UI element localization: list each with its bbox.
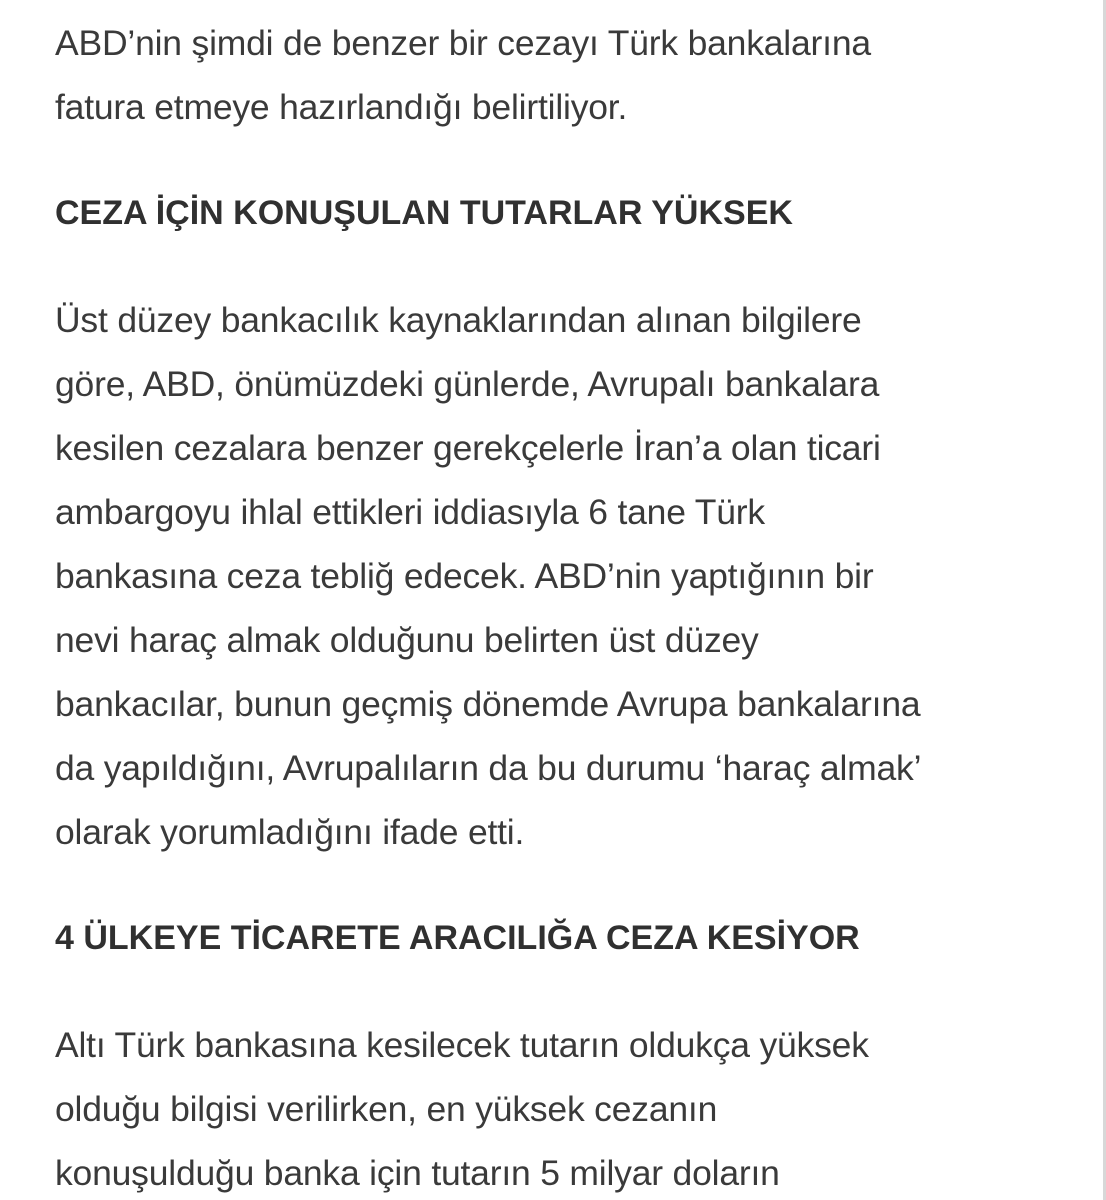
paragraph-line: ambargoyu ihlal ettikleri iddiasıyla 6 tane Türk bbox=[55, 492, 765, 532]
paragraph-line: göre, ABD, önümüzdeki günlerde, Avrupalı bankalara bbox=[55, 364, 880, 404]
paragraph-line: bankasına ceza tebliğ edecek. ABD’nin yaptığının bir bbox=[55, 556, 874, 596]
paragraph-line: olduğu bilgisi verilirken, en yüksek cezanın bbox=[55, 1089, 718, 1129]
section-heading: 4 ÜLKEYE TİCARETE ARACILIĞA CEZA KESİYOR bbox=[55, 919, 860, 957]
paragraph-line: nevi haraç almak olduğunu belirten üst düzey bbox=[55, 620, 759, 660]
paragraph-line: bankacılar, bunun geçmiş dönemde Avrupa bankalarına bbox=[55, 684, 921, 724]
paragraph-line: Üst düzey bankacılık kaynaklarından alınan bilgilere bbox=[55, 300, 862, 340]
intro-line: ABD’nin şimdi de benzer bir cezayı Türk bankalarına bbox=[55, 23, 871, 63]
section-heading: CEZA İÇİN KONUŞULAN TUTARLAR YÜKSEK bbox=[55, 194, 793, 232]
paragraph-line: konuşulduğu banka için tutarın 5 milyar doların bbox=[55, 1153, 780, 1193]
paragraph-line: olarak yorumladığını ifade etti. bbox=[55, 812, 525, 852]
paragraph-line: da yapıldığını, Avrupalıların da bu durumu ‘haraç almak’ bbox=[55, 748, 922, 788]
paragraph-line: kesilen cezalara benzer gerekçelerle İran’a olan ticari bbox=[55, 428, 881, 468]
paragraph-line: Altı Türk bankasına kesilecek tutarın oldukça yüksek bbox=[55, 1025, 869, 1065]
intro-line: fatura etmeye hazırlandığı belirtiliyor. bbox=[55, 87, 628, 127]
